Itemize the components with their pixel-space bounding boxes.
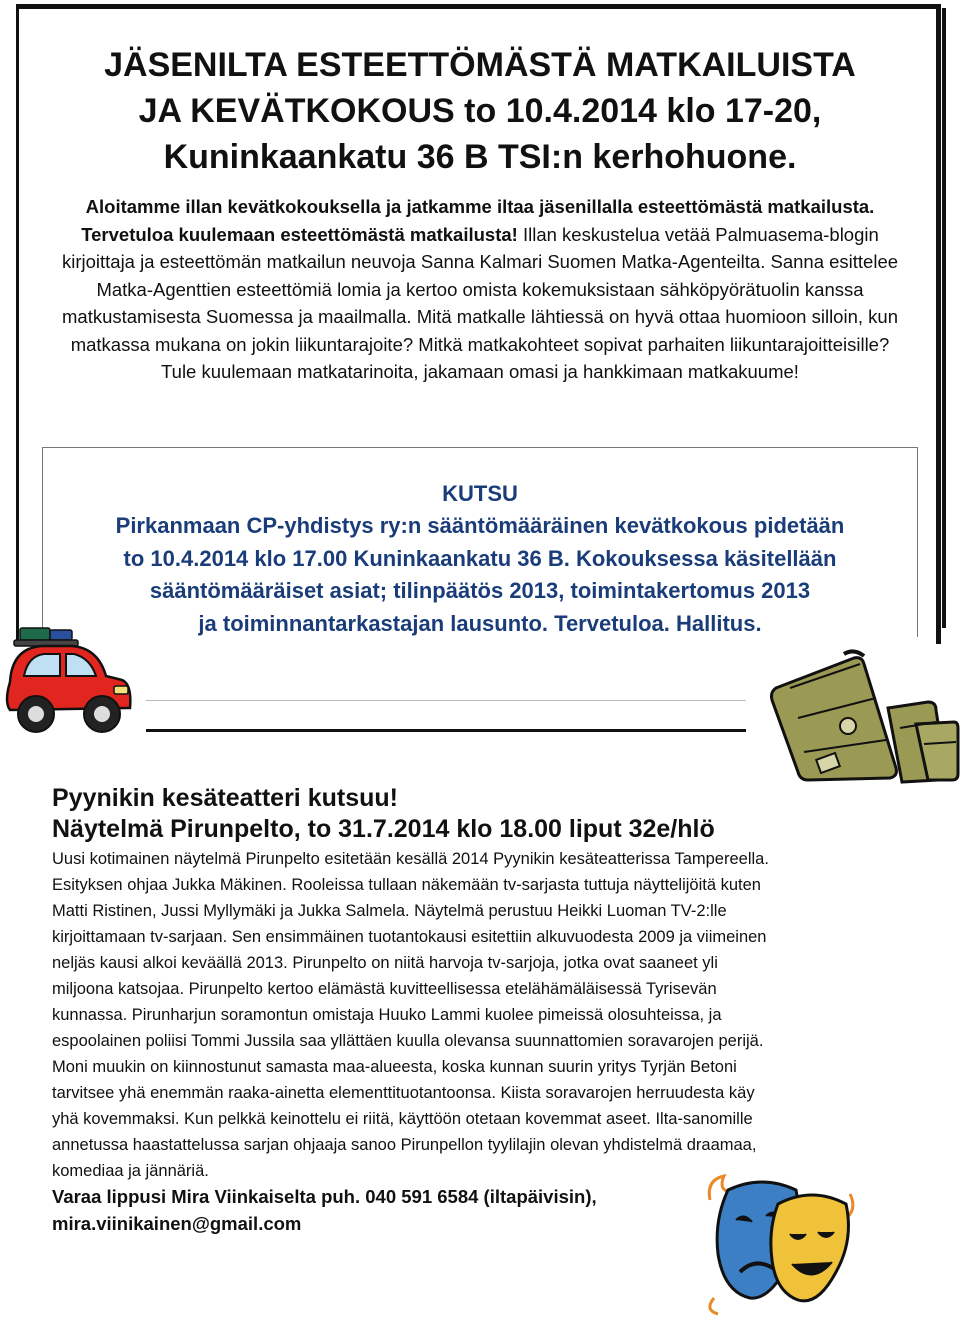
divider-line	[146, 700, 746, 701]
description-line: tarvitsee yhä enemmän raaka-ainetta elementtituotantoonsa. Kiista soravarojen herruudesta käy	[52, 1084, 755, 1102]
invitation-line: sääntömääräiset asiat; tilinpäätös 2013, toimintakertomus 2013	[149, 578, 811, 603]
description-line: kirjoittamaan tv-sarjaan. Sen ensimmäinen tuotantokausi esitettiin alkuvuodesta 2009 ja viimeinen	[52, 928, 767, 946]
ticket-contact	[52, 1183, 597, 1237]
frame-shadow	[942, 8, 946, 628]
theatre-description	[52, 846, 902, 1184]
theatre-heading: Pyynikin kesäteatteri kutsuu!	[52, 784, 398, 812]
description-line: Esityksen ohjaa Jukka Mäkinen. Rooleissa tullaan näkemään tv-sarjasta tuttuja näyttelijöitä kuten	[52, 876, 761, 894]
contact-email[interactable]: mira.viinikainen@gmail.com	[52, 1213, 302, 1234]
invitation-line: ja toiminnantarkastajan lausunto. Tervetuloa. Hallitus.	[198, 610, 762, 636]
invitation-line: Pirkanmaan CP-yhdistys ry:n sääntömääräinen kevätkokous pidetään	[115, 513, 845, 538]
red-car-with-luggage-icon	[2, 622, 134, 742]
title-line: JA KEVÄTKOKOUS to 10.4.2014 klo 17-20,	[138, 92, 822, 130]
description-line: neljäs kausi alkoi keväällä 2013. Pirunpelto on niitä harvoja tv-sarjoja, jotka ovat saaneet yli	[52, 954, 718, 972]
description-line: Matti Ristinen, Jussi Myllymäki ja Jukka Salmela. Näytelmä perustuu Heikki Luoman TV-2:lle	[52, 902, 727, 920]
description-line: kunnassa. Pirunharjun soramontun omistaja Huuko Lammi kuolee pimeissä olosuhteissa, ja	[52, 1006, 722, 1024]
event-intro	[52, 193, 908, 386]
divider-line-thick	[146, 729, 746, 732]
description-line: Uusi kotimainen näytelmä Pirunpelto esitetään kesällä 2014 Pyynikin kesäteatterissa Tampereella.	[52, 850, 769, 868]
event-title	[40, 42, 920, 180]
invitation-box	[42, 447, 918, 637]
title-line: JÄSENILTA ESTEETTÖMÄSTÄ MATKAILUISTA	[104, 46, 856, 84]
description-line: miljoona katsojaa. Pirunpelto kertoo elämästä kuvitteellisessa etelähämäläisessä Tyrisevän	[52, 980, 717, 998]
theatre-masks-icon	[700, 1160, 862, 1318]
title-line: Kuninkaankatu 36 B TSI:n kerhohuone.	[163, 138, 797, 176]
description-line: yhä kovemmaksi. Kun pelkkä keinottelu ei riitä, käyttöön otetaan kovemmat aseet. Ilta-sanomille	[52, 1110, 753, 1128]
intro-bold: Aloitamme illan kevätkokouksella ja jatkamme iltaa jäsenillalla esteettömästä matkailusta. Tervetuloa kuulemaan esteettömästä matkailusta!	[81, 196, 875, 245]
description-line: komediaa ja jännäriä.	[52, 1162, 209, 1180]
invitation-heading: KUTSU	[442, 481, 518, 506]
theatre-subheading: Näytelmä Pirunpelto, to 31.7.2014 klo 18.00 liput 32e/hlö	[52, 815, 715, 843]
description-line: annetussa haastattelussa sarjan ohjaaja sanoo Pirunpellon tyylilajin olevan yhdistelmä draamaa,	[52, 1136, 757, 1154]
invitation-line: to 10.4.2014 klo 17.00 Kuninkaankatu 36 B. Kokouksessa käsitellään	[123, 545, 837, 571]
vintage-suitcases-icon	[768, 648, 960, 786]
intro-text: Illan keskustelua vetää Palmuasema-blogin kirjoittaja ja esteettömän matkailun neuvoja Sanna Kalmari Suomen Matka-Agenteilta. Sanna esittelee Matka-Agenttien esteettömiä lomia ja kertoo omista kokemuksistaan sähköpyörätuolin kanssa matkustamisesta Suomessa ja maailmalla. Mitä matkalle lähtiessä on hyvä ottaa huomioon silloin, kun matkassa mukana on jokin liikuntarajoite? Mitkä matkakohteet sopivat parhaiten liikuntarajoitteisille? Tule kuulemaan matkatarinoita, jakamaan omasi ja hankkimaan matkakuume!	[61, 223, 899, 382]
description-line: espoolainen poliisi Tommi Jussila saa yllättäen kuulla olevansa suunnattomien soravarojen perijä.	[52, 1032, 764, 1050]
invitation-body	[55, 510, 905, 640]
contact-line: Varaa lippusi Mira Viinkaiselta puh. 040 591 6584 (iltapäivisin),	[52, 1186, 597, 1207]
description-line: Moni muukin on kiinnostunut samasta maa-alueesta, koska kunnan suurin yritys Tyrjän Betoni	[52, 1058, 737, 1076]
